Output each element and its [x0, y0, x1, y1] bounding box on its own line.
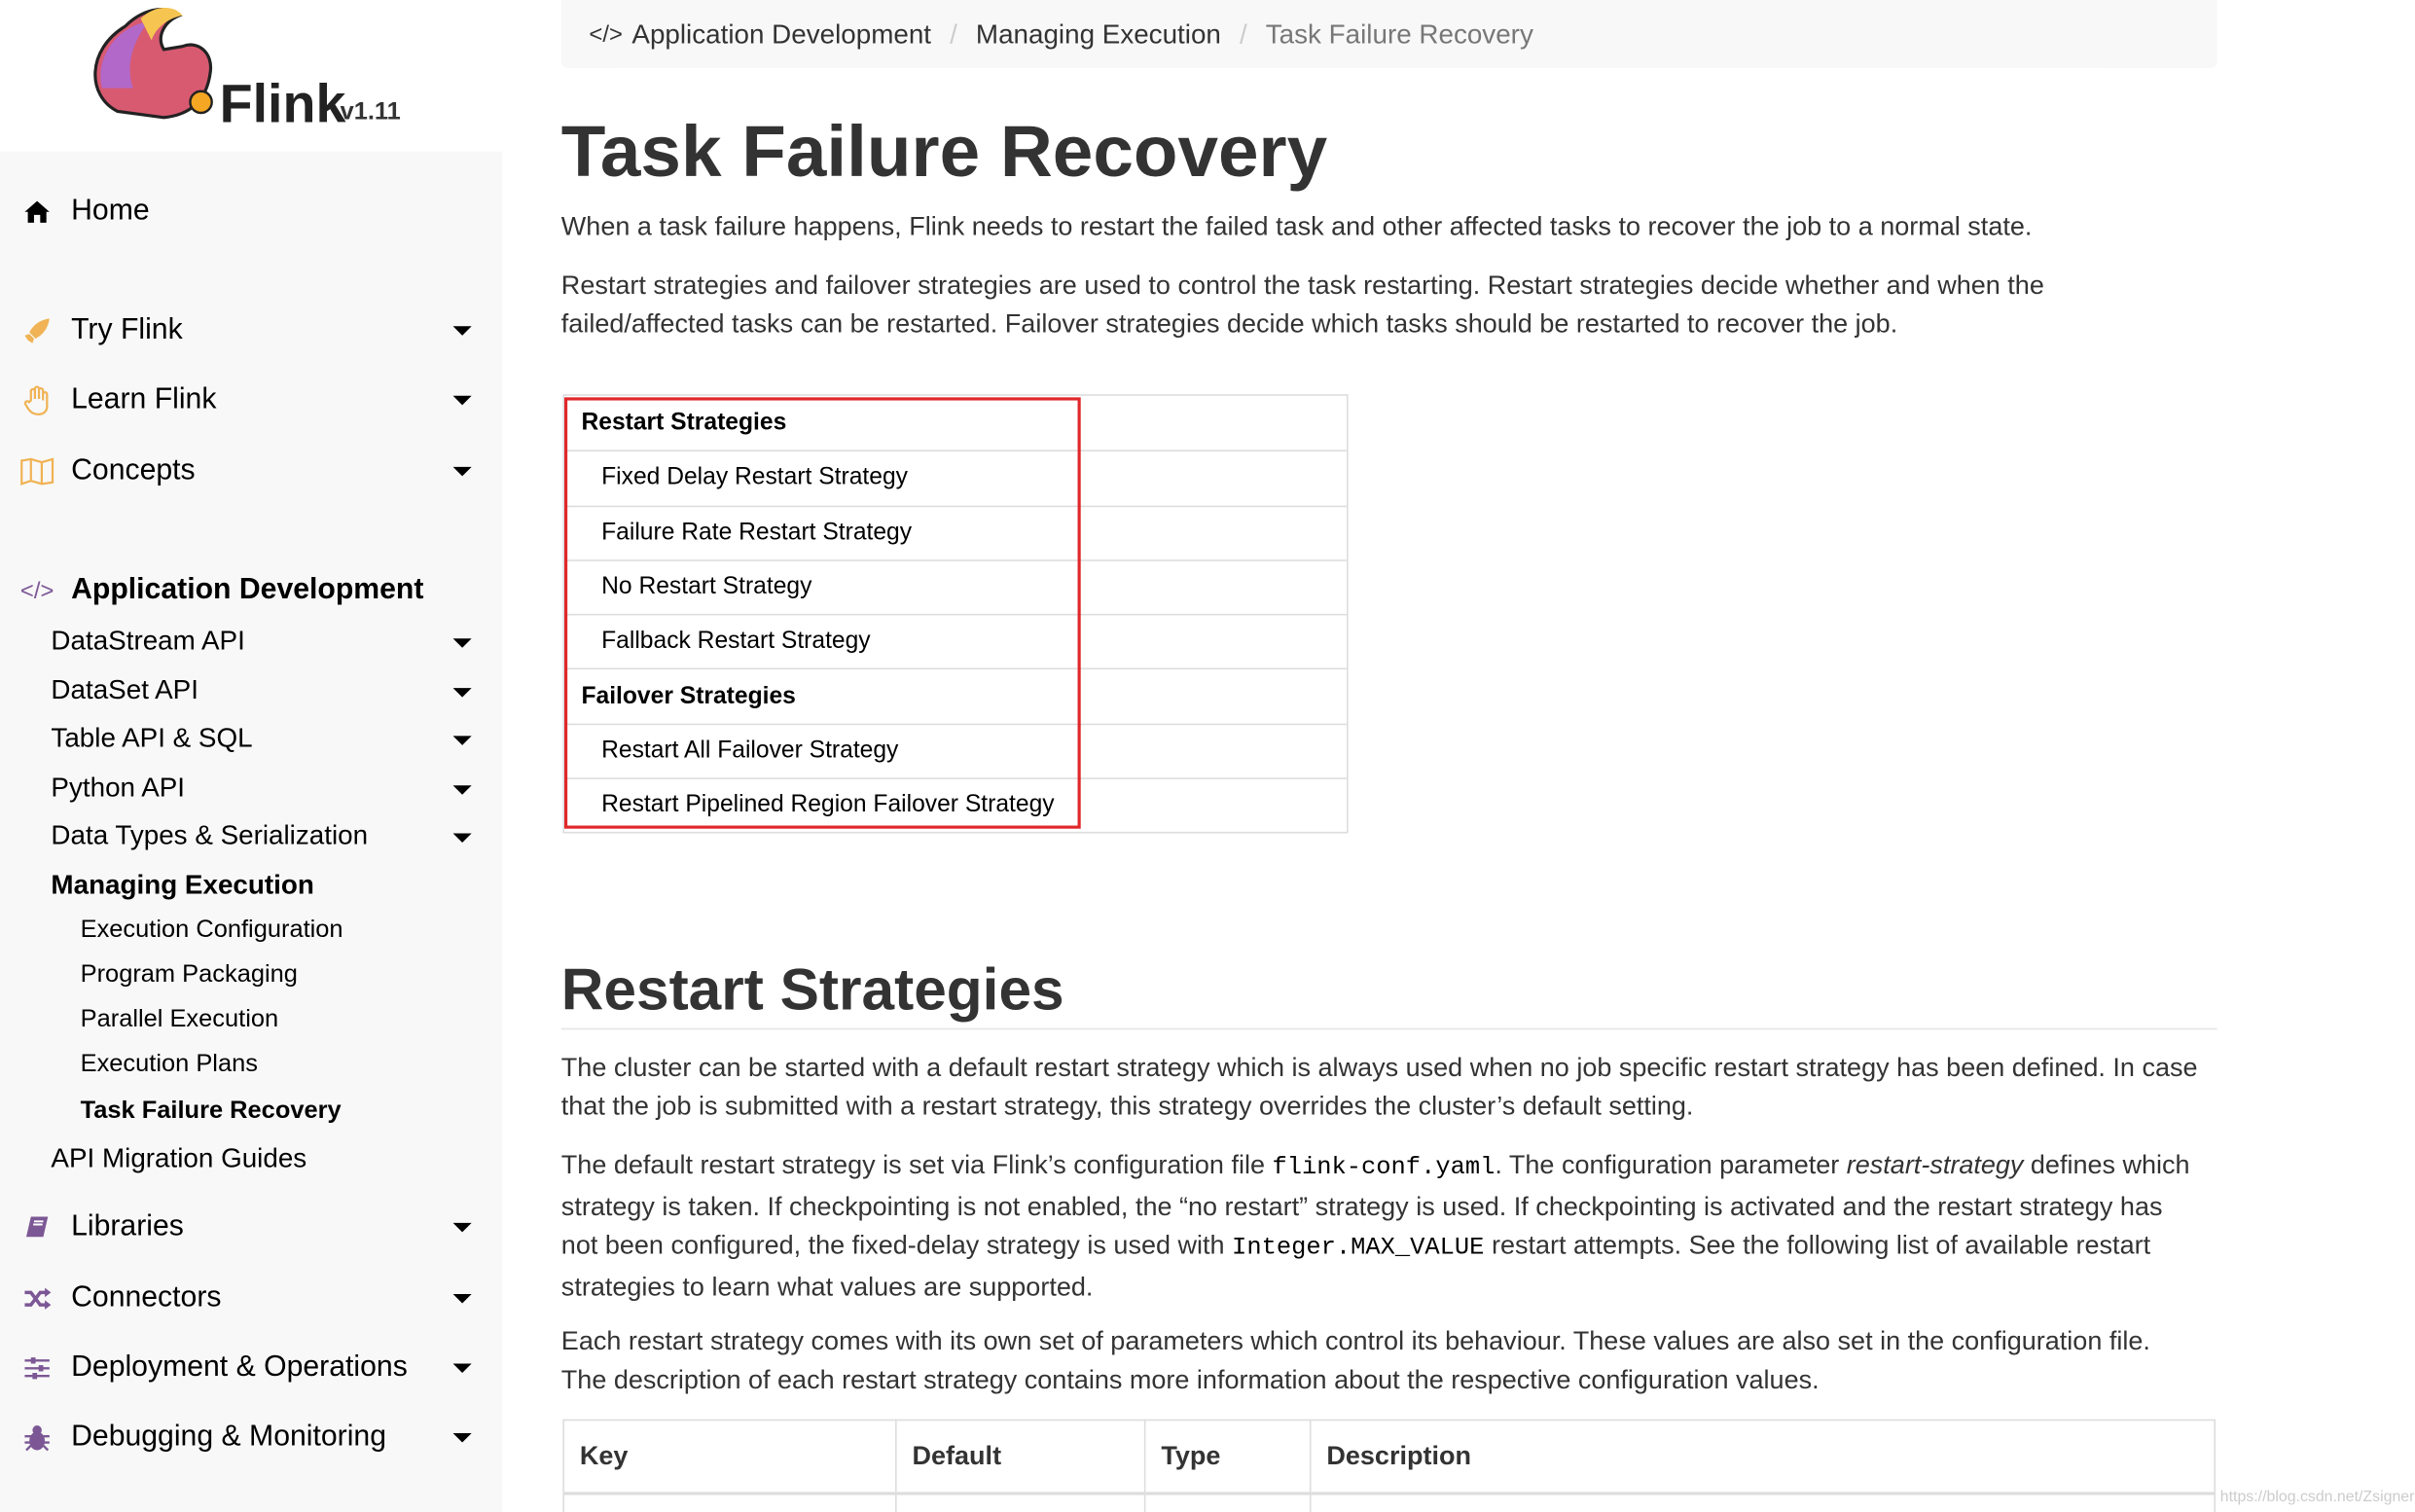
- label: Connectors: [71, 1281, 222, 1314]
- text: restart attempts. See the following list of available restart strategies to learn what values are supported.: [560, 1230, 2151, 1302]
- watermark: https://blog.csdn.net/Zsigner: [2219, 1489, 2415, 1506]
- caret-down-icon[interactable]: [453, 833, 472, 843]
- sidebar-item-try-flink[interactable]: [0, 314, 502, 348]
- label: Failure Rate Restart Strategy: [601, 519, 913, 546]
- label: Failover Strategies: [581, 682, 796, 709]
- sidebar-item-data-types[interactable]: [51, 819, 368, 851]
- code-icon: </>: [19, 577, 54, 604]
- label: Restart Pipelined Region Failover Strategy: [601, 791, 1055, 818]
- label: DataSet API: [51, 673, 198, 705]
- breadcrumb-managing-execution[interactable]: Managing Execution: [975, 18, 1221, 50]
- text: . The configuration parameter: [1495, 1150, 1847, 1180]
- caret-down-icon: [453, 1294, 472, 1304]
- sidebar-item-python-api[interactable]: [51, 772, 185, 804]
- sidebar-item-managing-execution[interactable]: [51, 869, 313, 901]
- sidebar-item-deployment[interactable]: [0, 1351, 502, 1386]
- sidebar-item-learn-flink[interactable]: [0, 383, 502, 417]
- sidebar-item-task-failure-recovery[interactable]: [81, 1098, 342, 1126]
- column-default: Default: [896, 1420, 1145, 1493]
- label: Restart All Failover Strategy: [601, 737, 899, 764]
- breadcrumb: [561, 0, 2217, 68]
- label: Python API: [51, 771, 186, 803]
- breadcrumb-separator: /: [950, 18, 957, 50]
- bug-icon: [20, 1423, 54, 1452]
- caret-down-icon: [453, 326, 472, 336]
- table-row: [563, 1494, 2215, 1512]
- caret-down-icon: [453, 1363, 472, 1373]
- sidebar-item-execution-plans[interactable]: [81, 1052, 258, 1080]
- column-type: Type: [1145, 1420, 1311, 1493]
- label: Fixed Delay Restart Strategy: [601, 464, 908, 491]
- label: Application Development: [71, 573, 424, 606]
- squirrel-logo-icon: [87, 3, 226, 129]
- sidebar-item-application-development[interactable]: [0, 574, 502, 608]
- caret-down-icon: [453, 467, 472, 477]
- intro-paragraph-2: Restart strategies and failover strategies are used to control the task restarting. Restart strategies decide whether and when the failed/affected tasks can be restarted. Failover strategies decide which tasks should be restarted to recover the job.: [560, 270, 2044, 339]
- caret-down-icon[interactable]: [453, 736, 472, 745]
- caret-down-icon[interactable]: [453, 638, 472, 648]
- sidebar-item-home[interactable]: [0, 195, 502, 229]
- text: defines which strategy is taken. If checkpointing is not enabled, the “no restart” strategy is used. If checkpointing is activated and the restart strategy has not been configured, the fixed-delay strategy is used with: [560, 1150, 2190, 1261]
- sidebar-item-table-api[interactable]: [51, 722, 252, 754]
- paragraph-2: [561, 1145, 2200, 1306]
- code-icon: </>: [589, 20, 623, 48]
- version-label: v1.11: [340, 98, 401, 126]
- label: DataStream API: [51, 624, 245, 656]
- label: Table API & SQL: [51, 722, 253, 753]
- paragraph-3: Each restart strategy comes with its own set of parameters which control its behaviour. These values are also set in the configuration file. The description of each restart strategy contains more information about the respective configuration values.: [560, 1326, 2150, 1395]
- label: Deployment & Operations: [71, 1350, 408, 1385]
- intro-paragraph-1: When a task failure happens, Flink needs to restart the failed task and other affected tasks to recover the job to a normal state.: [560, 211, 2033, 241]
- label: Task Failure Recovery: [80, 1098, 342, 1125]
- label: Managing Execution: [51, 869, 314, 900]
- brand-name: Flink: [219, 74, 346, 135]
- highlight-box: [564, 397, 1081, 828]
- label: No Restart Strategy: [601, 573, 812, 600]
- shuffle-icon: [20, 1286, 54, 1311]
- caret-down-icon[interactable]: [453, 688, 472, 698]
- page-title: Task Failure Recovery: [560, 109, 1328, 193]
- sidebar-item-dataset-api[interactable]: [51, 674, 198, 706]
- book-icon: [20, 1215, 54, 1240]
- flink-logo[interactable]: [0, 0, 502, 152]
- inline-code: flink-conf.yaml: [1272, 1153, 1496, 1181]
- label: Parallel Execution: [80, 1006, 279, 1033]
- paragraph-1: The cluster can be started with a default restart strategy which is always used when no job specific restart strategy has been defined. In case that the job is submitted with a restart strategy, this strategy overrides the cluster’s default setting.: [560, 1053, 2198, 1122]
- home-icon: [20, 199, 54, 224]
- sidebar-item-program-packaging[interactable]: [81, 961, 298, 990]
- sliders-icon: [20, 1356, 54, 1381]
- label: Libraries: [71, 1210, 184, 1243]
- label: Concepts: [71, 454, 196, 487]
- label: Execution Configuration: [80, 917, 343, 944]
- caret-down-icon: [453, 396, 472, 406]
- sidebar-item-parallel-execution[interactable]: [81, 1006, 279, 1034]
- label: Execution Plans: [80, 1051, 258, 1078]
- sidebar-item-concepts[interactable]: [0, 454, 502, 488]
- breadcrumb-current: Task Failure Recovery: [1265, 18, 1533, 50]
- label: Restart Strategies: [581, 409, 787, 436]
- sidebar-item-datastream-api[interactable]: [51, 625, 244, 657]
- caret-down-icon: [453, 1223, 472, 1233]
- caret-down-icon[interactable]: [453, 785, 472, 795]
- label: Home: [71, 195, 150, 228]
- main-content: [560, 0, 2217, 1471]
- caret-down-icon: [453, 1433, 472, 1443]
- label: Learn Flink: [71, 383, 217, 416]
- label: Program Packaging: [80, 961, 298, 989]
- label: API Migration Guides: [51, 1142, 307, 1174]
- column-description: Description: [1311, 1420, 2216, 1493]
- sidebar: [0, 0, 502, 1512]
- rocket-icon: [20, 317, 54, 345]
- section-heading-restart-strategies: Restart Strategies: [561, 958, 2217, 1029]
- breadcrumb-separator: /: [1239, 18, 1247, 50]
- emphasis: restart-strategy: [1846, 1150, 2024, 1180]
- breadcrumb-application-development[interactable]: Application Development: [631, 18, 932, 50]
- sidebar-item-execution-configuration[interactable]: [81, 917, 343, 945]
- text: The default restart strategy is set via Flink’s configuration file: [560, 1150, 1273, 1180]
- hand-icon: [20, 385, 54, 416]
- sidebar-item-debugging[interactable]: [0, 1421, 502, 1455]
- label: Data Types & Serialization: [51, 819, 369, 850]
- column-key: Key: [563, 1420, 896, 1493]
- label: Debugging & Monitoring: [71, 1421, 387, 1454]
- label: Fallback Restart Strategy: [601, 628, 871, 655]
- config-table: [562, 1420, 2216, 1512]
- inline-code: Integer.MAX_VALUE: [1232, 1234, 1485, 1262]
- table-header-row: [563, 1420, 2215, 1493]
- sidebar-item-libraries[interactable]: [0, 1210, 502, 1244]
- map-icon: [20, 457, 54, 486]
- label: Try Flink: [71, 313, 183, 346]
- sidebar-item-connectors[interactable]: [0, 1281, 502, 1315]
- sidebar-item-api-migration-guides[interactable]: [51, 1142, 306, 1174]
